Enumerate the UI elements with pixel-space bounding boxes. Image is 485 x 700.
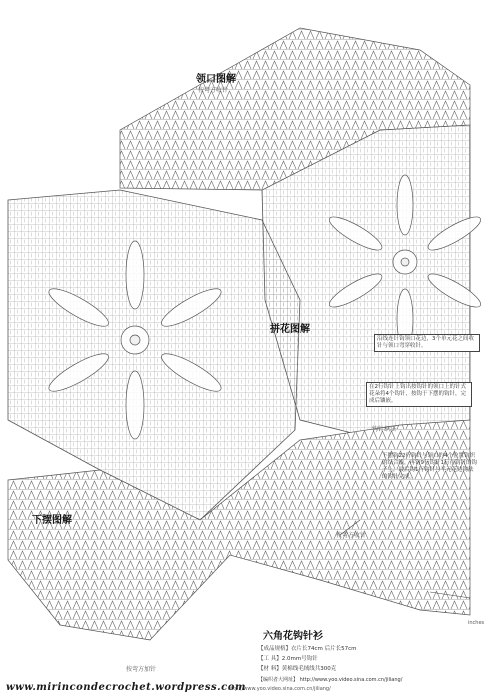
hem-subtitle: 按弯方加针 (126, 666, 157, 673)
source-url-small[interactable]: http://www.yoo.video.sina.com.cn/jiliang/ (228, 686, 331, 692)
info-size: 【成品规格】衣片长74cm 后片长57cm (258, 646, 357, 652)
note-hem: 下摆钩22行钩针与领口的4个位置钩织的结合线，再钩9行钩针1行在钩针的钩子上，最后钩1行钩针与半元花边钩法的钩针完成。 (382, 453, 477, 480)
source-url[interactable]: www.mirincondecrochet.wordpress.com (6, 682, 246, 693)
note-neckline: 沿线连针钩领口花边，3个单元花之间收针与领口弯穿收针。 (374, 334, 480, 352)
info-material: 【材 料】黄棉线毛绒线共300克 (258, 666, 337, 672)
hem-title: 下摆图解 (32, 515, 72, 526)
right-subtitle: 按弯方收针 (336, 532, 367, 539)
info-tool: 【工 具】2.0mm号钩针 (258, 656, 318, 662)
right-top-label: 钩针织法 (372, 426, 397, 433)
note-join: 在2行钩针上钩出按钩针的领口上的针式花朵将4个钩针，按钩于下摆的钩针，完成后镶嵌。 (366, 382, 472, 407)
dimension-label: inches (468, 620, 485, 626)
pattern-name: 六角花钩针衫 (263, 631, 323, 642)
join-title: 拼花图解 (270, 324, 310, 335)
neckline-subtitle: 按弯方收针 (198, 87, 229, 94)
neckline-title: 领口图解 (196, 74, 236, 85)
left-hex-motif (8, 190, 300, 520)
info-link: 【编织者大网址】 http://www.yoo.video.sina.com.cn/jiliang/ (258, 677, 403, 683)
